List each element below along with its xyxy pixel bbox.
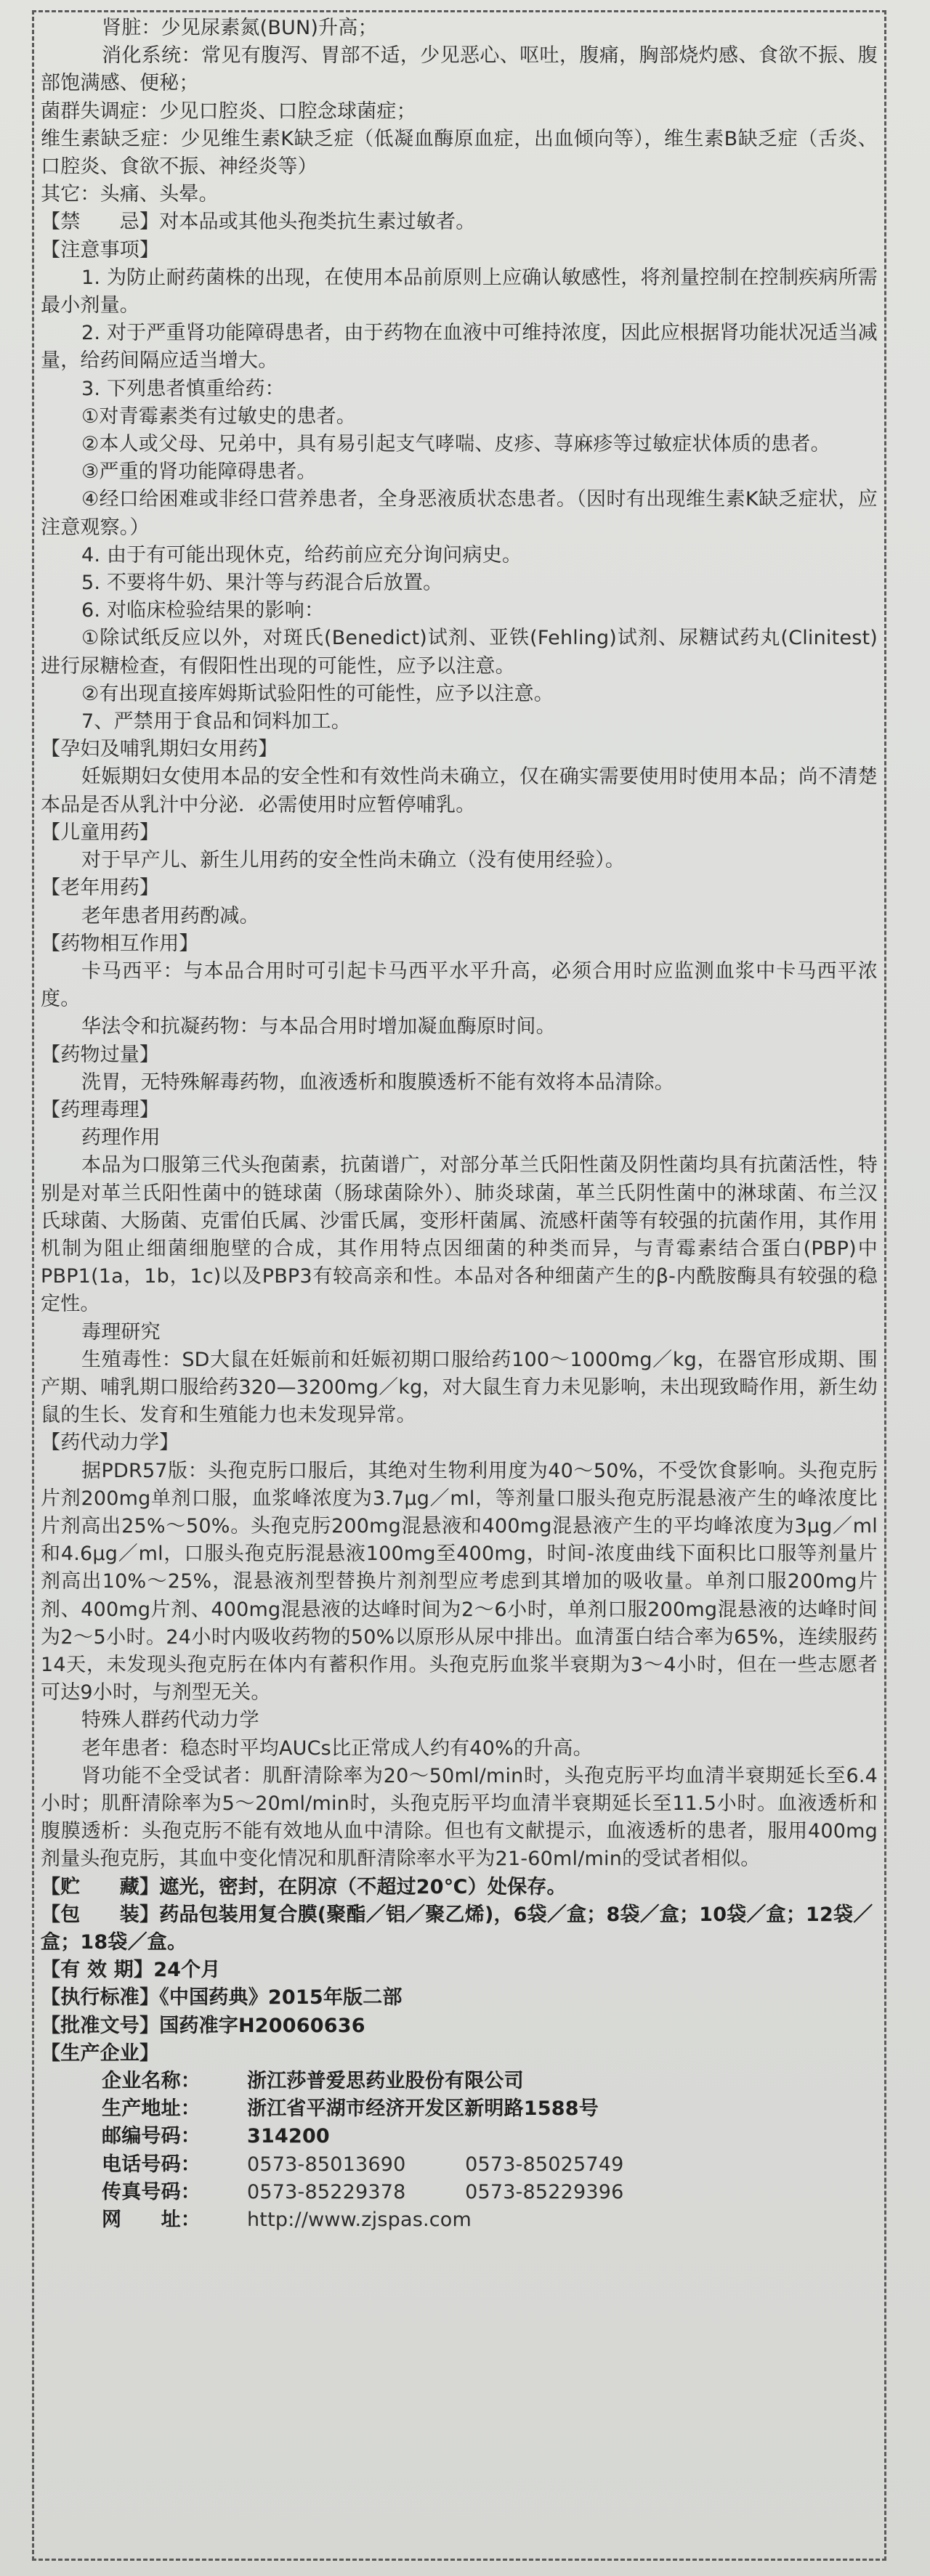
text-line: 其它：头痛、头晕。: [41, 183, 219, 206]
postcode-row: 邮编号码： 314200: [102, 2125, 330, 2148]
phone-row: 电话号码： 0573-85013690 0573-85025749: [102, 2153, 624, 2176]
text-line: 卡马西平：与本品合用时可引起卡马西平水平升高，必须合用时应监测血浆中卡马西平浓度。: [41, 959, 878, 1011]
text-line: 4. 由于有可能出现休克，给药前应充分询问病史。: [81, 543, 522, 566]
text-line: ④经口给困难或非经口营养患者，全身恶液质状态患者。（因时有出现维生素K缺乏症状，应注意观察。）: [41, 488, 878, 539]
leaflet-text: [41, 15, 878, 2234]
text-line: 肾功能不全受试者：肌酐清除率为20～50ml/min时，头孢克肟平均血清半衰期延长至6.4小时；肌酐清除率为5～20ml/min时，头孢克肟平均血清半衰期延长至11.5小时。血液透析和腹膜透析：头孢克肟不能有效地从血中清除。但也有文献提示，血液透析的患者，服用400mg剂量头孢克肟，其血中变化情况和肌酐清除率水平为21-60ml/min的受试者相似。: [41, 1764, 878, 1871]
text-line: 对于早产儿、新生儿用药的安全性尚未确立（没有使用经验）。: [81, 849, 626, 872]
text-line: ①对青霉素类有过敏史的患者。: [81, 405, 357, 428]
section-standard: 【执行标准】《中国药典》2015年版二部: [41, 1986, 403, 2010]
subheading: 药理作用: [81, 1126, 161, 1150]
section-heading-precautions: 【注意事项】: [41, 238, 160, 261]
section-heading-pediatric: 【儿童用药】: [41, 821, 160, 844]
company-address: 浙江省平湖市经济开发区新明路1588号: [247, 2097, 599, 2121]
text-line: ②本人或父母、兄弟中，具有易引起支气哮喘、皮疹、荨麻疹等过敏症状体质的患者。: [81, 433, 830, 456]
text-line: 本品为口服第三代头孢菌素，抗菌谱广，对部分革兰氏阳性菌及阴性菌均具有抗菌活性，特别是对革兰氏阳性菌中的链球菌（肠球菌除外）、肺炎球菌，革兰氏阴性菌中的淋球菌、布兰汉氏球菌、大肠菌、克雷伯氏属、沙雷氏属，变形杆菌属、流感杆菌等有较强的抗菌作用，其作用机制为阻止细菌细胞壁的合成，其作用特点因细菌的种类而异，与青霉素结合蛋白(PBP)中PBP1(1a，1b，1c)以及PBP3有较高亲和性。本品对各种细菌产生的β-内酰胺酶具有较强的稳定性。: [41, 1154, 878, 1316]
text-line: 1. 为防止耐药菌株的出现，在使用本品前原则上应确认敏感性，将剂量控制在控制疾病所需最小剂量。: [41, 266, 878, 317]
text-line: 华法令和抗凝药物：与本品合用时增加凝血酶原时间。: [81, 1015, 556, 1039]
text-line: 6. 对临床检验结果的影响：: [81, 599, 325, 622]
text-line: 2. 对于严重肾功能障碍患者，由于药物在血液中可维持浓度，因此应根据肾功能状况适当减量，给药间隔应适当增大。: [41, 322, 878, 373]
text-line: ②有出现直接库姆斯试验阳性的可能性，应予以注意。: [81, 682, 554, 705]
section-heading-overdose: 【药物过量】: [41, 1043, 160, 1066]
fax-numbers: 0573-85229378 0573-85229396: [247, 2180, 624, 2203]
company-address-row: 生产地址： 浙江省平湖市经济开发区新明路1588号: [102, 2097, 599, 2121]
text-line: ③严重的肾功能障碍患者。: [81, 460, 317, 484]
text-line: 消化系统：常见有腹泻、胃部不适，少见恶心、呕吐，腹痛，胸部烧灼感、食欲不振、腹部饱满感、便秘；: [41, 44, 878, 95]
text-line: 老年患者用药酌减。: [81, 904, 259, 927]
text-line: 7、严禁用于食品和饲料加工。: [81, 710, 351, 734]
section-heading-geriatric: 【老年用药】: [41, 877, 160, 900]
section-heading-pregnancy: 【孕妇及哺乳期妇女用药】: [41, 738, 278, 761]
text-line: 3. 下列患者慎重给药：: [81, 377, 285, 400]
section-expiry: 【有 效 期】24个月: [41, 1959, 221, 1982]
text-line: 生殖毒性：SD大鼠在妊娠前和妊娠初期口服给药100～1000mg／kg，在器官形成期、围产期、哺乳期口服给药320—3200mg／kg，对大鼠生育力未见影响，未出现致畸作用，新生幼鼠的生长、发育和生殖能力也未发现异常。: [41, 1348, 878, 1427]
text-line: 5. 不要将牛奶、果汁等与药混合后放置。: [81, 572, 443, 595]
subheading: 毒理研究: [81, 1320, 161, 1344]
section-contraindications: 【禁 忌】对本品或其他头孢类抗生素过敏者。: [41, 211, 476, 234]
text-line: 洗胃，无特殊解毒药物，血液透析和腹膜透析不能有效将本品清除。: [81, 1070, 674, 1094]
subheading: 特殊人群药代动力学: [81, 1709, 259, 1732]
section-heading-manufacturer: 【生产企业】: [41, 2041, 160, 2065]
text-line: 老年患者：稳态时平均AUCs比正常成人约有40%的升高。: [81, 1736, 593, 1760]
phone-numbers: 0573-85013690 0573-85025749: [247, 2153, 624, 2176]
website-row: 网 址： http://www.zjspas.com: [102, 2209, 472, 2232]
section-heading-interactions: 【药物相互作用】: [41, 932, 199, 955]
text-line: ①除试纸反应以外，对斑氏(Benedict)试剂、亚铁(Fehling)试剂、尿糖试药丸(Clinitest) 进行尿糖检查，有假阳性出现的可能性，应予以注意。: [41, 627, 878, 678]
section-heading-pharmacokinetics: 【药代动力学】: [41, 1431, 179, 1455]
text-line: 肾脏：少见尿素氮(BUN)升高；: [102, 17, 378, 39]
website-url: http://www.zjspas.com: [247, 2209, 472, 2232]
section-approval-number: 【批准文号】国药准字H20060636: [41, 2014, 365, 2037]
company-name: 浙江莎普爱思药业股份有限公司: [247, 2070, 524, 2093]
section-storage: 【贮 藏】遮光，密封，在阴凉（不超过20℃）处保存。: [41, 1875, 567, 1898]
text-line: 维生素缺乏症：少见维生素K缺乏症（低凝血酶原血症，出血倾向等），维生素B缺乏症（舌炎、口腔炎、食欲不振、神经炎等）: [41, 127, 878, 179]
section-packaging: 【包 装】药品包装用复合膜(聚酯／铝／聚乙烯)，6袋／盒；8袋／盒；10袋／盒；12袋／盒；18袋／盒。: [41, 1903, 873, 1954]
fax-row: 传真号码： 0573-85229378 0573-85229396: [102, 2180, 624, 2203]
section-heading-pharmacology: 【药理毒理】: [41, 1098, 160, 1121]
company-name-row: 企业名称： 浙江莎普爱思药业股份有限公司: [102, 2070, 524, 2093]
text-line: 据PDR57版：头孢克肟口服后，其绝对生物利用度为40～50%，不受饮食影响。头孢克肟片剂200mg单剂口服，血浆峰浓度为3.7μg／ml，等剂量口服头孢克肟混悬液产生的峰浓度比片剂高出25%～50%。头孢克肟200mg混悬液和400mg混悬液产生的平均峰浓度为3μg／ml和4.6μg／ml，口服头孢克肟混悬液100mg至400mg，时间-浓度曲线下面积比口服等剂量片剂高出10%～25%，混悬液剂型替换片剂剂型应考虑到其增加的吸收量。单剂口服200mg片剂、400mg片剂、400mg混悬液的达峰时间为2～6小时，单剂口服200mg混悬液的达峰时间为2～5小时。24小时内吸收药物的50%以原形从尿中排出。血清蛋白结合率为65%，连续服药14天，未发现头孢克肟在体内有蓄积作用。头孢克肟血浆半衰期为3～4小时，但在一些志愿者可达9小时，与剂型无关。: [41, 1459, 878, 1705]
postcode: 314200: [247, 2125, 330, 2148]
text-line: 妊娠期妇女使用本品的安全性和有效性尚未确立，仅在确实需要使用时使用本品；尚不清楚本品是否从乳汁中分泌．必需使用时应暂停哺乳。: [41, 765, 878, 816]
text-line: 菌群失调症：少见口腔炎、口腔念球菌症；: [41, 99, 416, 123]
